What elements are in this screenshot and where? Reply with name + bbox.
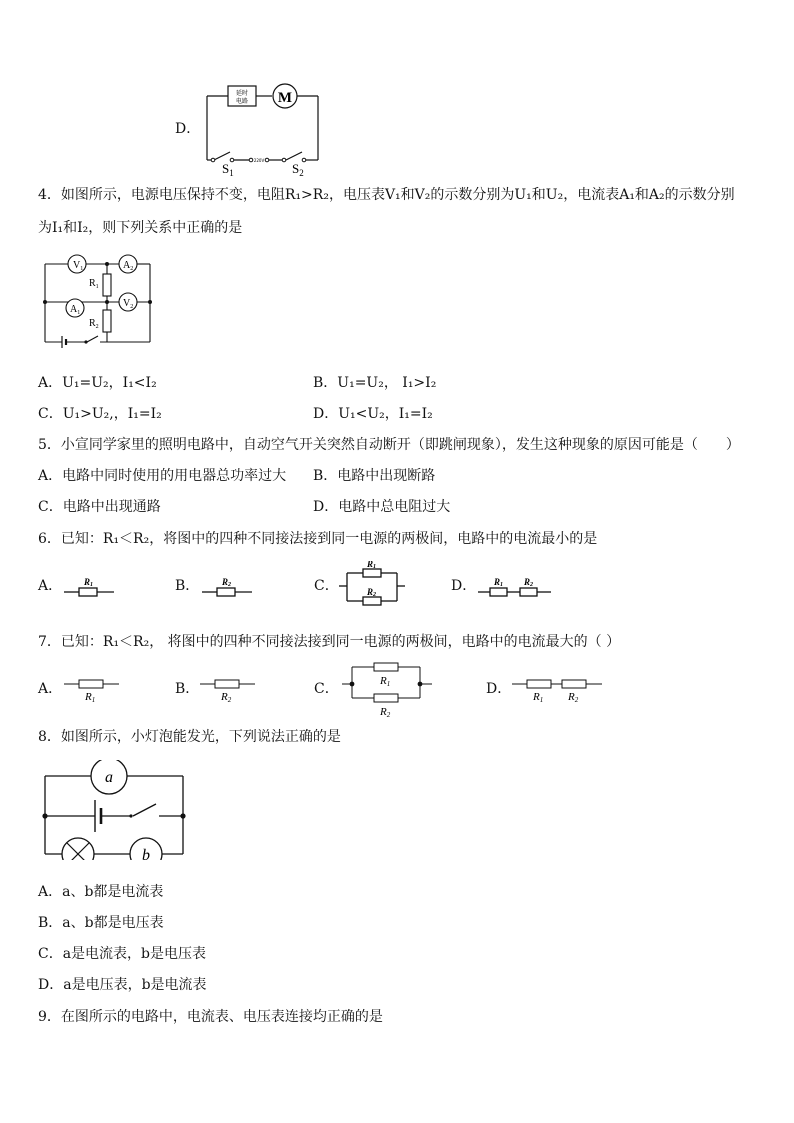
meter-a-label: a [105, 769, 113, 786]
q7-label-c: C． [314, 681, 339, 697]
switch-s2-label: $S_2$ [292, 161, 304, 176]
delay-circuit-label-1: 延时 [235, 90, 249, 97]
q7d-r2-label: R2 [568, 691, 579, 703]
q7-stem: 7．已知：R₁＜R₂， 将图中的四种不同接法接到同一电源的两极间，电路中的电流最大的（ ） [38, 634, 621, 650]
voltmeter-v2-label: $V_2$ [123, 298, 134, 310]
q6c-r2-label: R2 [367, 587, 377, 598]
q6-label-d: D． [451, 578, 477, 594]
q4-option-c: C．U₁>U₂,，I₁=I₂ [38, 406, 162, 422]
q8-option-c: C．a是电流表，b是电压表 [38, 946, 207, 962]
delay-circuit-label-2: 电路 [235, 98, 249, 105]
q5-stem: 5．小宣同学家里的照明电路中，自动空气开关突然自动断开（即跳闸现象），发生这种现象的原因可能是（ ） [38, 437, 740, 453]
q8-stem: 8．如图所示，小灯泡能发光，下列说法正确的是 [38, 729, 341, 745]
q7-label-b: B． [175, 681, 200, 697]
q6-label-b: B． [175, 578, 200, 594]
q6d-r1-label: R1 [494, 577, 504, 588]
meter-b-label: b [142, 847, 150, 860]
resistor-r2-label: $R_2$ [89, 318, 99, 330]
q7b-r2-label: R2 [221, 691, 232, 703]
q6-option-a-diagram [62, 574, 117, 600]
q6-option-c-diagram [337, 561, 407, 609]
q6-stem: 6．已知：R₁＜R₂，将图中的四种不同接法接到同一电源的两极间，电路中的电流最小的是 [38, 531, 598, 547]
q8-option-d: D．a是电压表，b是电流表 [38, 977, 207, 993]
q7-option-c-diagram [340, 660, 435, 720]
q5-option-b: B．电路中出现断路 [313, 468, 436, 484]
q6a-r1-label: R1 [84, 577, 94, 588]
q4-stem-line2: 为I₁和I₂，则下列关系中正确的是 [38, 220, 243, 236]
switch-s1-label: $S_1$ [222, 161, 234, 176]
q5-option-a: A．电路中同时使用的用电器总功率过大 [38, 468, 287, 484]
q8-option-b: B．a、b都是电压表 [38, 915, 164, 931]
q4-option-d: D．U₁<U₂，I₁=I₂ [313, 406, 433, 422]
q8-circuit-diagram [38, 760, 190, 860]
q4-circuit-diagram [40, 254, 155, 354]
q7a-r1-label: R1 [85, 691, 96, 703]
q7-option-a-diagram [62, 675, 122, 703]
voltmeter-v1-label: $V_1$ [73, 260, 84, 272]
q7c-r2-label: R2 [380, 706, 391, 719]
q7-label-d: D． [486, 681, 512, 697]
q4-stem-line1: 4．如图所示，电源电压保持不变，电阻R₁>R₂，电压表V₁和V₂的示数分别为U₁和U₂，电流表A₁和A₂的示数分别 [38, 187, 735, 203]
q5-option-d: D．电路中总电阻过大 [313, 499, 451, 515]
q3-option-d-label: D． [175, 121, 201, 137]
q6c-r1-label: R1 [367, 561, 377, 570]
q8-option-a: A．a、b都是电流表 [38, 884, 164, 900]
motor-label: M [277, 90, 293, 106]
q4-option-a: A．U₁=U₂，I₁<I₂ [38, 375, 157, 391]
q6d-r2-label: R2 [524, 577, 534, 588]
q4-option-b: B．U₁=U₂， I₁>I₂ [313, 375, 437, 391]
ammeter-a2-label: $A_2$ [123, 260, 134, 272]
voltage-mark: 220V [253, 158, 265, 163]
q6-label-c: C． [314, 578, 339, 594]
ammeter-a1-label: $A_1$ [70, 304, 81, 316]
q5-option-c: C．电路中出现通路 [38, 499, 161, 515]
q7-option-b-diagram [198, 675, 258, 703]
q7d-r1-label: R1 [533, 691, 544, 703]
q6-label-a: A． [38, 578, 63, 594]
q3-option-d-circuit-diagram [200, 78, 325, 176]
q6-option-d-diagram [476, 574, 554, 600]
q7-option-d-diagram [510, 675, 605, 703]
q6b-r2-label: R2 [222, 577, 232, 588]
resistor-r1-label: $R_1$ [89, 278, 99, 290]
q7c-r1-label: R1 [380, 675, 391, 688]
q6-option-b-diagram [200, 574, 255, 600]
q9-stem: 9．在图所示的电路中，电流表、电压表连接均正确的是 [38, 1009, 383, 1025]
q7-label-a: A． [38, 681, 63, 697]
